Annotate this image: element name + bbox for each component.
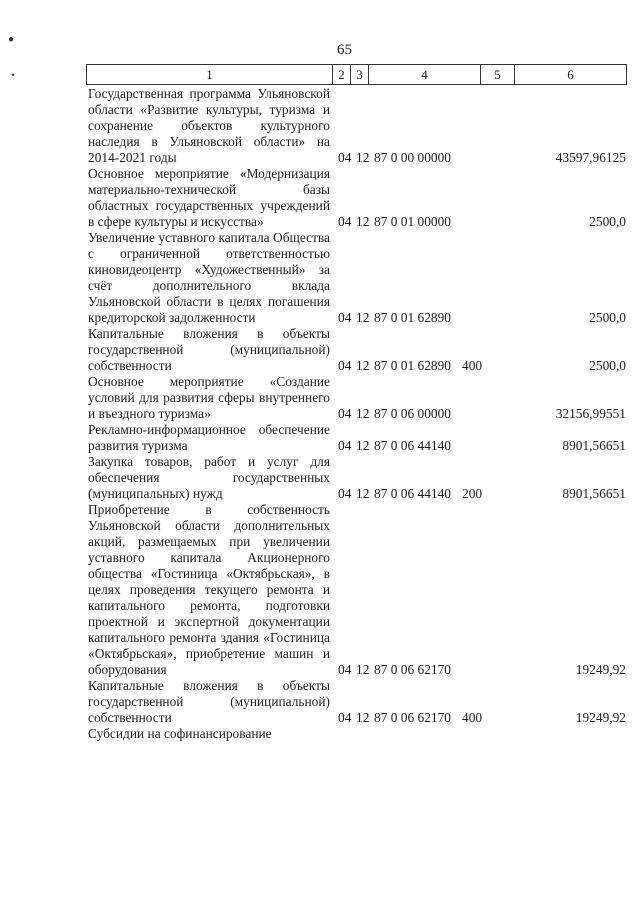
header-col-3: 3 (351, 65, 369, 85)
header-col-4: 4 (369, 65, 481, 85)
row-amount: 43597,96125 (555, 150, 626, 165)
row-amount: 2500,0 (589, 214, 626, 229)
row-target-code: 87 0 01 62890 (374, 310, 451, 325)
row-target-code: 87 0 06 44140 (374, 438, 451, 453)
row-target-code: 87 0 06 44140 (374, 486, 451, 501)
header-col-6: 6 (515, 65, 627, 85)
margin-mark-top: ● (8, 34, 15, 45)
row-subsection: 12 (356, 486, 370, 501)
row-target-code: 87 0 06 00000 (374, 406, 451, 421)
row-subsection: 12 (356, 310, 370, 325)
header-col-5: 5 (481, 65, 515, 85)
table-row (88, 374, 628, 422)
row-expense-type: 400 (462, 710, 483, 725)
row-section: 04 (338, 358, 352, 373)
row-subsection: 12 (356, 710, 370, 725)
row-subsection: 12 (356, 438, 370, 453)
row-section: 04 (338, 214, 352, 229)
row-target-code: 87 0 06 62170 (374, 710, 451, 725)
row-name: Закупка товаров, работ и услуг для обеспечения государственных (муниципальных) нужд (88, 454, 330, 501)
row-name: Субсидии на софинансирование (88, 726, 272, 741)
row-amount: 2500,0 (589, 310, 626, 325)
table-row (88, 326, 628, 374)
row-expense-type: 200 (462, 486, 483, 501)
row-subsection: 12 (356, 214, 370, 229)
header-col-2: 2 (333, 65, 351, 85)
table-row (88, 422, 628, 454)
table-row (88, 502, 628, 678)
row-section: 04 (338, 486, 352, 501)
row-section: 04 (338, 406, 352, 421)
row-amount: 19249,92 (575, 662, 626, 677)
budget-table-body (88, 86, 628, 742)
row-section: 04 (338, 710, 352, 725)
row-name: Основное мероприятие «Создание условий для развития сферы внутреннего и въездного туризма» (88, 374, 330, 421)
row-name: Увеличение уставного капитала Общества с ограниченной ответственностью киновидеоцентр «Художественный» за счёт дополнительного вклада Ульяновской области в целях погашения кредиторской задолженности (88, 230, 330, 325)
row-target-code: 87 0 01 00000 (374, 214, 451, 229)
table-row (88, 454, 628, 502)
row-target-code: 87 0 00 00000 (374, 150, 451, 165)
row-subsection: 12 (356, 150, 370, 165)
row-name: Основное мероприятие «Модернизация материально-технической базы областных государственных учреждений в сфере культуры и искусства» (88, 166, 330, 229)
row-amount: 8901,56651 (562, 486, 626, 501)
row-section: 04 (338, 662, 352, 677)
row-name: Приобретение в собственность Ульяновской области дополнительных акций, размещаемых при увеличении уставного капитала Акционерного общества «Гостиница «Октябрьская», в целях проведения текущего ремонта и капитального ремонта, подготовки проектной и экспертной документации капитального ремонта здания «Гостиница «Октябрьская», приобретение машин и оборудования (88, 502, 330, 677)
row-target-code: 87 0 06 62170 (374, 662, 451, 677)
row-amount: 2500,0 (589, 358, 626, 373)
row-subsection: 12 (356, 662, 370, 677)
row-name: Государственная программа Ульяновской области «Развитие культуры, туризма и сохранение объектов культурного наследия в Ульяновской области» на 2014-2021 годы (88, 86, 330, 165)
table-row (88, 678, 628, 726)
row-name: Капитальные вложения в объекты государственной (муниципальной) собственности (88, 678, 330, 725)
row-name: Капитальные вложения в объекты государственной (муниципальной) собственности (88, 326, 330, 373)
row-section: 04 (338, 438, 352, 453)
row-target-code: 87 0 01 62890 (374, 358, 451, 373)
margin-mark-side: ⋆ (10, 70, 17, 81)
page-number: 65 (337, 42, 352, 58)
row-subsection: 12 (356, 358, 370, 373)
row-name: Рекламно-информационное обеспечение развития туризма (88, 422, 330, 453)
header-col-1: 1 (87, 65, 333, 85)
row-section: 04 (338, 310, 352, 325)
row-expense-type: 400 (462, 358, 483, 373)
row-amount: 19249,92 (575, 710, 626, 725)
row-subsection: 12 (356, 406, 370, 421)
table-row (88, 166, 628, 230)
row-section: 04 (338, 150, 352, 165)
table-row (88, 230, 628, 326)
row-amount: 8901,56651 (562, 438, 626, 453)
row-amount: 32156,99551 (555, 406, 626, 421)
table-row (88, 86, 628, 166)
column-header-row (86, 64, 627, 85)
table-row (88, 726, 628, 742)
